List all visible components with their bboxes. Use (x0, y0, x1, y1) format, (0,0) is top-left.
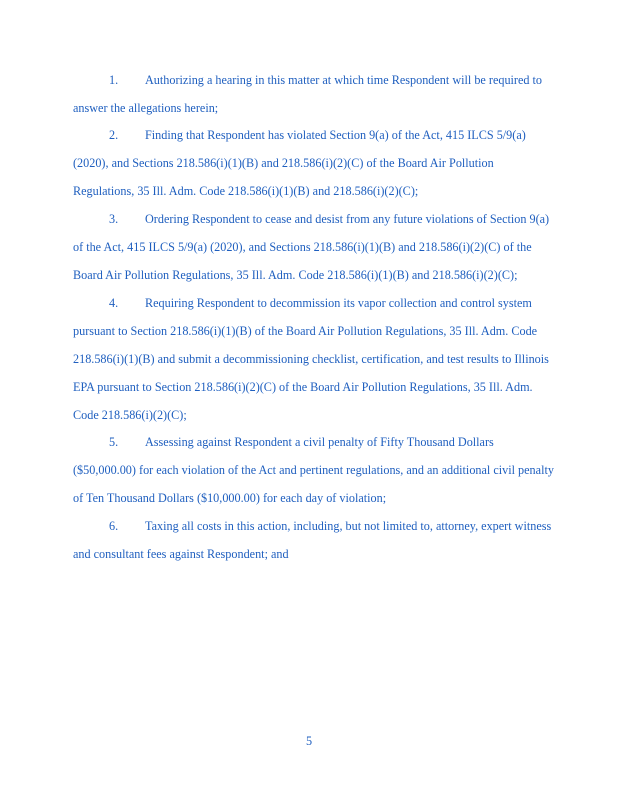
item-3-text-1: Ordering Respondent to cease and desist from any future violations of Section 9(a) (145, 212, 550, 226)
item-5-line-3: of Ten Thousand Dollars ($10,000.00) for each day of violation; (73, 491, 387, 505)
item-2-line-3: Regulations, 35 Ill. Adm. Code 218.586(i)(1)(B) and 218.586(i)(2)(C); (73, 184, 419, 198)
item-6-number: 6. (109, 519, 119, 533)
item-2-line-2: (2020), and Sections 218.586(i)(1)(B) and 218.586(i)(2)(C) of the Board Air Pollution (73, 156, 494, 170)
item-5-line-2: ($50,000.00) for each violation of the Act and pertinent regulations, and an additional civil penalty (73, 463, 554, 477)
item-1-number: 1. (109, 73, 119, 87)
item-3-line-3: Board Air Pollution Regulations, 35 Ill. Adm. Code 218.586(i)(1)(B) and 218.586(i)(2)(C); (73, 268, 518, 282)
item-2-number: 2. (109, 128, 119, 142)
item-4-line-3: 218.586(i)(1)(B) and submit a decommissioning checklist, certification, and test results to Illinois (73, 352, 549, 366)
item-5-line-1 (109, 434, 618, 450)
item-6-line-2: and consultant fees against Respondent; and (73, 547, 289, 561)
item-2-line-1 (109, 127, 618, 143)
item-3-number: 3. (109, 212, 119, 226)
item-5-text-1: Assessing against Respondent a civil penalty of Fifty Thousand Dollars (145, 435, 494, 449)
item-4-line-4: EPA pursuant to Section 218.586(i)(2)(C) of the Board Air Pollution Regulations, 35 Ill. Adm. (73, 380, 533, 394)
item-5-number: 5. (109, 435, 119, 449)
item-3-line-2: of the Act, 415 ILCS 5/9(a) (2020), and Sections 218.586(i)(1)(B) and 218.586(i)(2)(C) of the (73, 240, 532, 254)
item-4-line-2: pursuant to Section 218.586(i)(1)(B) of the Board Air Pollution Regulations, 35 Ill. Adm. Code (73, 324, 538, 338)
item-1-text-1: Authorizing a hearing in this matter at which time Respondent will be required to (145, 73, 543, 87)
item-3-line-1 (109, 211, 618, 227)
item-4-line-1 (109, 295, 618, 311)
item-1-line-1 (109, 72, 618, 88)
page-number: 5 (305, 734, 313, 748)
item-4-line-5: Code 218.586(i)(2)(C); (73, 408, 187, 422)
item-6-line-1 (109, 518, 618, 534)
item-6-text-1: Taxing all costs in this action, including, but not limited to, attorney, expert witness (145, 519, 552, 533)
item-2-text-1: Finding that Respondent has violated Section 9(a) of the Act, 415 ILCS 5/9(a) (145, 128, 526, 142)
item-1-line-2: answer the allegations herein; (73, 101, 219, 115)
item-4-text-1: Requiring Respondent to decommission its vapor collection and control system (145, 296, 532, 310)
item-4-number: 4. (109, 296, 119, 310)
